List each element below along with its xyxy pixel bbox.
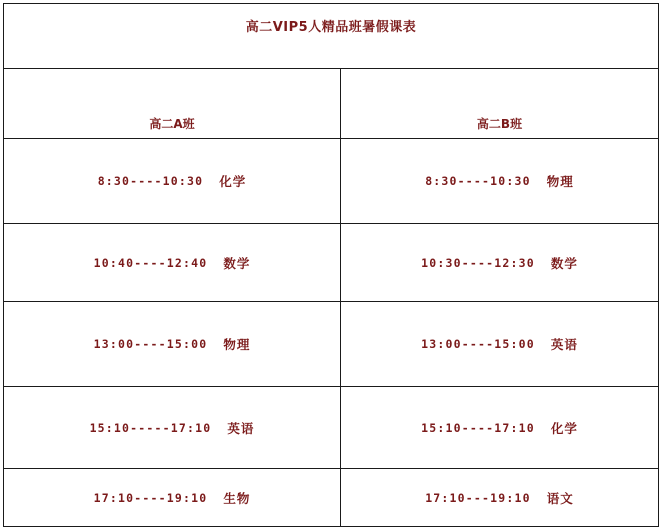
- schedule-title: 高二VIP5人精品班暑假课表: [245, 20, 417, 35]
- schedule-table: [3, 3, 659, 527]
- session-subject: 数学: [223, 255, 251, 271]
- session-subject: 化学: [550, 420, 578, 436]
- schedule-row: [4, 302, 658, 387]
- class-b-session: [341, 302, 658, 386]
- schedule-row: [4, 469, 658, 526]
- class-a-session: [4, 302, 340, 386]
- session-subject: 英语: [227, 420, 255, 436]
- header-row: [4, 69, 658, 139]
- column-header-class-b: [341, 69, 658, 138]
- schedule-row: [4, 224, 658, 302]
- session-time: 13:00----15:00: [421, 337, 535, 351]
- session-time: 8:30----10:30: [425, 174, 531, 188]
- class-b-session: [341, 224, 658, 301]
- title-row: [4, 4, 658, 69]
- session-subject: 物理: [223, 337, 251, 352]
- session-subject: 语文: [546, 490, 574, 506]
- session-subject: 生物: [223, 490, 251, 506]
- session-time: 17:10----19:10: [93, 490, 208, 505]
- session-time: 8:30----10:30: [97, 174, 204, 188]
- session-subject: 物理: [546, 174, 574, 189]
- column-header-label: 高二B班: [476, 117, 523, 131]
- class-b-session: [341, 469, 658, 526]
- class-a-session: [4, 224, 340, 301]
- class-b-session: [341, 139, 658, 223]
- session-subject: 化学: [219, 174, 247, 189]
- class-a-session: [4, 387, 340, 468]
- column-header-label: 高二A班: [149, 117, 195, 131]
- session-subject: 数学: [550, 255, 578, 271]
- column-header-class-a: [4, 69, 340, 138]
- session-subject: 英语: [550, 337, 578, 352]
- session-time: 15:10----17:10: [421, 420, 535, 435]
- session-time: 17:10---19:10: [425, 490, 531, 505]
- session-time: 10:40----12:40: [93, 255, 208, 270]
- schedule-row: [4, 387, 658, 469]
- schedule-row: [4, 139, 658, 224]
- session-time: 13:00----15:00: [93, 337, 208, 351]
- class-a-session: [4, 469, 340, 526]
- session-time: 15:10-----17:10: [89, 420, 212, 435]
- class-a-session: [4, 139, 340, 223]
- session-time: 10:30----12:30: [421, 255, 535, 270]
- class-b-session: [341, 387, 658, 468]
